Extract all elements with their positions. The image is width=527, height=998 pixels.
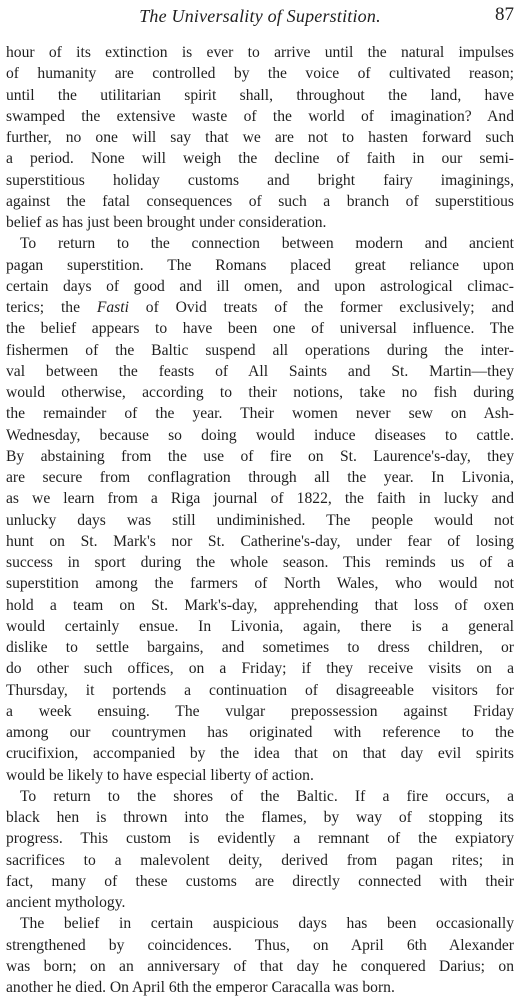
page-number: 87	[495, 4, 514, 25]
text-line: of humanity are controlled by the voice of cultivated reason;	[6, 65, 514, 83]
text-line: The belief in certain auspicious days has been occasionally	[20, 915, 514, 933]
text-line: would be likely to have especial liberty of action.	[6, 766, 314, 784]
text-run: of Ovid treats of the former exclusively; and	[128, 299, 514, 316]
text-line: are secure from conflagration through all the year. In Livonia,	[6, 469, 514, 486]
text-line: progress. This custom is evidently a remnant of the expiatory	[6, 830, 514, 848]
text-line: black hen is thrown into the flames, by way of stopping its	[6, 809, 514, 826]
text-line: the belief appears to have been one of universal influence. The	[6, 320, 514, 338]
text-line: hour of its extinction is ever to arrive until the natural impulses	[6, 44, 514, 61]
text-line: certain days of good and ill omen, and upon astrological climac-	[6, 277, 514, 295]
paragraph	[6, 233, 514, 786]
text-run: terics; the	[6, 299, 97, 316]
text-line: against the fatal consequences of such a branch of superstitious	[6, 192, 514, 210]
text-line: would certainly ensue. In Livonia, again, there is a general	[6, 617, 514, 635]
book-page	[6, 0, 514, 996]
text-line: belief as has just been brought under consideration.	[6, 214, 327, 231]
text-line: Thursday, it portends a continuation of disagreeable visitors for	[6, 681, 514, 699]
text-line: hold a team on St. Mark's-day, apprehending that loss of oxen	[6, 596, 514, 614]
text-line	[6, 297, 514, 318]
text-line: Wednesday, because so doing would induce diseases to cattle.	[6, 426, 514, 444]
paragraph	[6, 913, 514, 998]
text-line: a period. None will weigh the decline of faith in our semi-	[6, 150, 514, 168]
text-line: By abstaining from the use of fire on St. Laurence's-day, they	[6, 447, 514, 465]
text-line: ancient mythology.	[6, 894, 126, 911]
text-line: among our countrymen has originated with reference to the	[6, 724, 514, 741]
paragraph	[6, 786, 514, 914]
text-line: superstition among the farmers of North Wales, who would not	[6, 575, 514, 593]
paragraph	[6, 42, 514, 233]
text-line: crucifixion, accompanied by the idea that on that day evil spirits	[6, 745, 514, 763]
text-line: further, no one will say that we are not to hasten forward such	[6, 129, 514, 146]
text-line: To return to the connection between modern and ancient	[20, 235, 514, 253]
body-text	[6, 42, 514, 998]
text-line: as we learn from a Riga journal of 1822, the faith in lucky and	[6, 490, 514, 508]
text-line: To return to the shores of the Baltic. If a fire occurs, a	[20, 787, 514, 805]
text-line: swamped the extensive waste of the world of imagination? And	[6, 107, 514, 125]
running-title: The Universality of Superstition.	[139, 6, 381, 26]
text-line: hunt on St. Mark's nor St. Catherine's-day, under fear of losing	[6, 532, 514, 550]
italic-title: Fasti	[96, 299, 129, 316]
text-line: val between the feasts of All Saints and St. Martin—they	[6, 362, 514, 380]
page-header	[6, 0, 514, 30]
text-line: would otherwise, according to their notions, take no fish during	[6, 384, 514, 401]
text-line: fact, many of these customs are directly connected with their	[6, 872, 514, 890]
text-line: dislike to settle bargains, and sometimes to dress children, or	[6, 639, 514, 656]
text-line: the remainder of the year. Their women never sew on Ash-	[6, 405, 514, 423]
text-line: do other such offices, on a Friday; if they receive visits on a	[6, 660, 514, 678]
text-line: success in sport during the whole season. This reminds us of a	[6, 554, 514, 571]
text-line: superstitious holiday customs and bright fairy imaginings,	[6, 171, 514, 189]
text-line: was born; on an anniversary of that day he conquered Darius; on	[6, 957, 514, 975]
text-line: sacrifices to a malevolent deity, derived from pagan rites; in	[6, 851, 514, 869]
text-line: another he died. On April 6th the emperor Caracalla was born.	[6, 979, 395, 996]
text-line: fishermen of the Baltic suspend all operations during the inter-	[6, 341, 514, 359]
text-line: unlucky days was still undiminished. The people would not	[6, 511, 514, 529]
text-line: strengthened by coincidences. Thus, on April 6th Alexander	[6, 936, 514, 954]
text-line: a week ensuing. The vulgar prepossession against Friday	[6, 702, 514, 720]
text-line: pagan superstition. The Romans placed great reliance upon	[6, 256, 514, 274]
text-line: until the utilitarian spirit shall, throughout the land, have	[6, 86, 514, 104]
